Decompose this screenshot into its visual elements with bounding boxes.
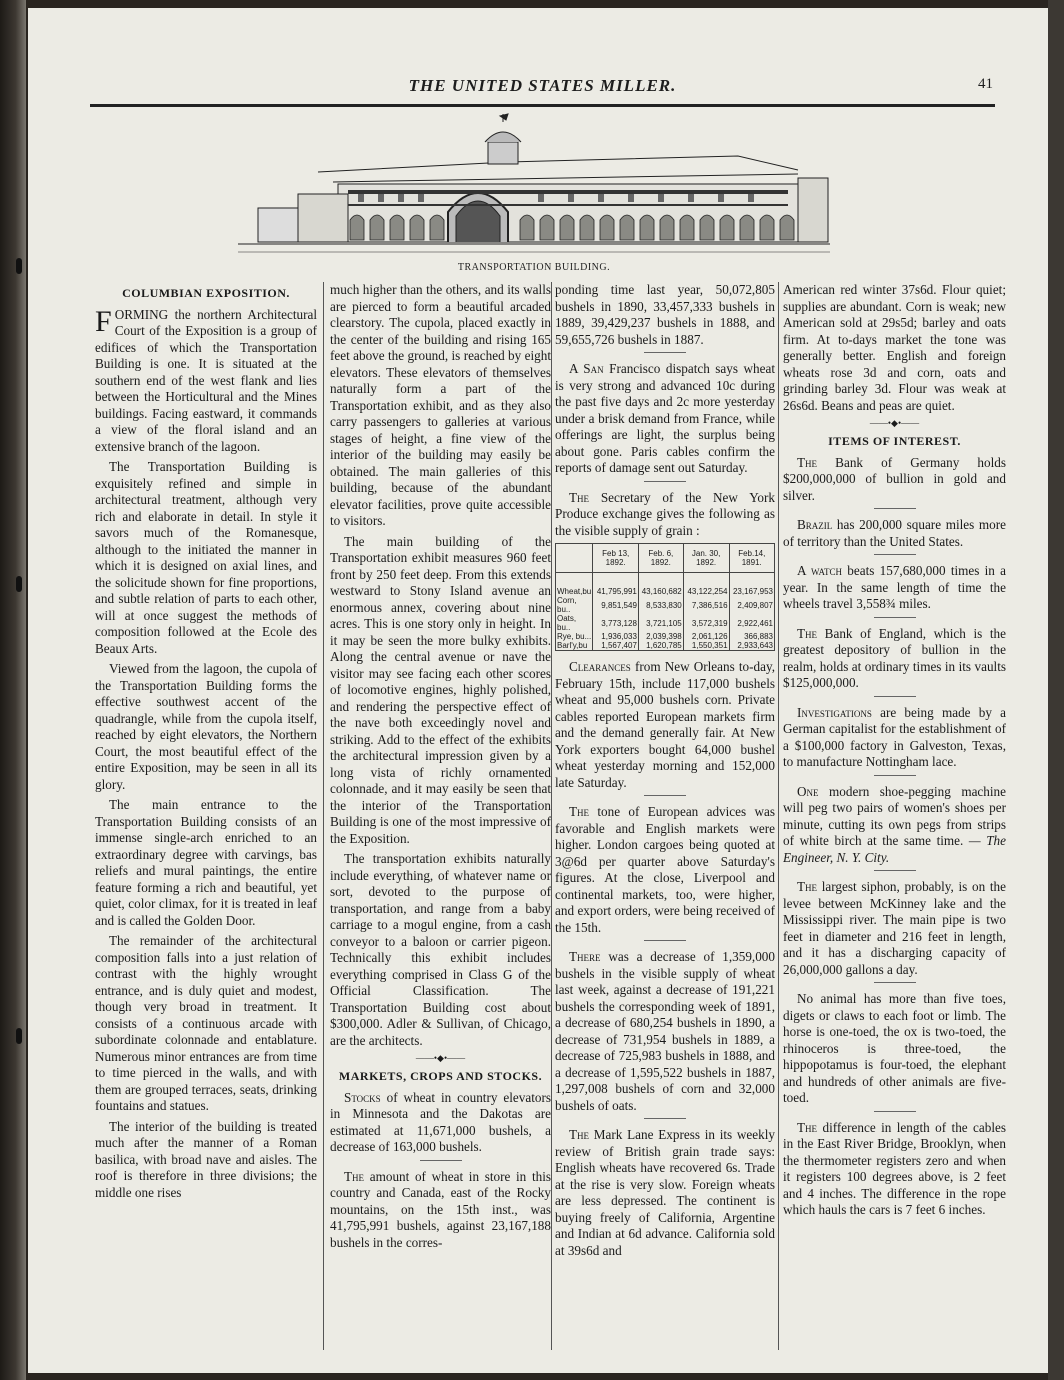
item-separator xyxy=(874,508,916,509)
paragraph-text: was a decrease of 1,359,000 bushels in the visible supply of wheat last week, against a decrease of 191,221 bushels the corresponding week of 1891, a decrease of 680,254 bushels in 1890, a decrease of 731,954 bushels in 1889, a decrease of 725,983 bushels in 1888, and a decrease of 1,595,522 bushels in 1887, 1,297,008 bushels of corn and 32,000 bushels of oats. xyxy=(555,949,775,1113)
article-paragraph: No animal has more than five toes, digets or claws to each foot or limb. The horse is one-toed, the ox is two-toed, the rhinoceros is three-toed, the hippopotamus is four-toed, the elephant and hundreds of other animals are five-toed. xyxy=(783,991,1006,1105)
article-paragraph: much higher than the others, and its walls are pierced to form a beautiful arcaded clearstory. The cupola, placed exactly in the center of the building and rising 165 feet above the ground, is reached by eight elevators. These elevators of themselves naturally form a part of the Transportation exhibit, and as they also carry passengers to galleries at various stages of height, a fine view of the interior of the building may easily be obtained. The main galleries of this building, because of the abundant elevator facilities, prove quite accessible to visitors. xyxy=(330,282,551,528)
binding-stitch xyxy=(16,258,22,274)
item-separator xyxy=(874,870,916,871)
article-paragraph: Viewed from the lagoon, the cupola of the Transportation Building forms the effective southwest accent of the quadrangle, while from the cupola itself, reached by eight elevators, the Northern Court, the most beautiful effect of the entire Exposition, may be seen in all its glory. xyxy=(95,661,317,792)
column-3 xyxy=(555,282,775,1352)
table-row xyxy=(556,614,775,632)
table-cell: 1,620,785 xyxy=(638,641,683,651)
item-separator xyxy=(644,1118,686,1119)
source-credit: — The Engineer, N. Y. City. xyxy=(783,833,1006,865)
table-cell: 3,721,105 xyxy=(638,614,683,632)
lead-in: The xyxy=(569,804,590,819)
article-paragraph: The remainder of the architectural composition falls into a just relation of contrast with the highly wrought entrance, and is duly quiet and modest, though very broad in treatment. It consists of a continuous arcade with subordinate colonnade and entablature. Numerous minor entrances are from time to time pierced in the walls, and with them are grouped terraces, seats, drinking fountains and statues. xyxy=(95,933,317,1113)
table-row xyxy=(556,587,775,596)
page-number: 41 xyxy=(978,76,993,92)
article-paragraph xyxy=(783,879,1006,978)
article-paragraph xyxy=(330,1090,551,1156)
table-row xyxy=(556,596,775,614)
table-cell: 1,550,351 xyxy=(683,641,729,651)
article-paragraph xyxy=(783,1120,1006,1219)
table-row xyxy=(556,632,775,641)
table-header-cell: Feb. 6, 1892. xyxy=(638,544,683,573)
column-2 xyxy=(330,282,551,1352)
paragraph-text: Bank of Germany holds $200,000,000 of bullion in gold and silver. xyxy=(783,454,1006,503)
table-cell: Barl'y,bu xyxy=(556,641,593,651)
item-separator xyxy=(644,940,686,941)
item-separator xyxy=(644,352,686,353)
paragraph-text: Secretary of the New York Produce exchange gives the following as the visible supply of grain : xyxy=(555,489,775,538)
lead-in: The xyxy=(797,625,818,641)
paragraph-text: modern shoe-pegging machine will peg two pairs of women's shoes per minute, cutting its own pegs from strips of white birch at the same time. xyxy=(783,783,1006,848)
article-paragraph xyxy=(555,804,775,936)
article-paragraph xyxy=(783,455,1006,505)
item-separator xyxy=(644,795,686,796)
lead-in: The xyxy=(797,454,818,470)
lead-in: There xyxy=(569,949,601,964)
article-paragraph: The Transportation Building is exquisitely refined and simple in architectural treatment, although very rich and elaborate in detail. In style it savors much of the Romanesque, although to the initiated the manner in which it is designed on axial lines, and the solicitude shown for fine proportions, and subtle relation of parts to each other, will at once suggest the methods of composition followed at the Ecole des Beaux Arts. xyxy=(95,459,317,656)
paragraph-text: tone of European advices was favorable and English markets were higher. London cargoes being quoted at 3@6d per quarter above Saturday's figures. At the close, Liverpool and continental markets, too, were higher, and export orders, were being received of the 15th. xyxy=(555,804,775,935)
lead-in: Investigations xyxy=(797,704,872,720)
lead-in: Brazil xyxy=(797,517,833,532)
page-header xyxy=(90,70,995,110)
table-header-cell: Feb.14, 1891. xyxy=(729,544,774,573)
article-paragraph: The interior of the building is treated much after the manner of a Roman basilica, with broad nave and aisles. The roof is therefore in three divisions; the middle one rises xyxy=(95,1118,317,1200)
drop-cap: F xyxy=(95,304,112,338)
binding-stitch xyxy=(16,576,22,592)
masthead: THE UNITED STATES MILLER. xyxy=(408,76,677,95)
lead-in: A watch xyxy=(797,563,843,578)
paragraph-text: Bank of England, which is the greatest depository of bullion in the realm, holds at ordinary times in its vaults $125,000,000. xyxy=(783,625,1006,690)
table-cell: 2,061,126 xyxy=(683,632,729,641)
item-separator xyxy=(874,775,916,776)
paragraph-text: difference in length of the cables in the East River Bridge, Brooklyn, when the thermometer registers zero and when it registers 100 degrees above, is 2 feet and 4 inches. The difference in the rope which hauls the cars is 7 feet 6 inches. xyxy=(783,1119,1006,1217)
article-paragraph xyxy=(555,361,775,477)
item-separator xyxy=(420,1160,462,1161)
article-heading-markets: MARKETS, CROPS AND STOCKS. xyxy=(338,1069,543,1083)
item-separator xyxy=(874,1111,916,1112)
article-paragraph xyxy=(783,705,1006,771)
article-paragraph xyxy=(555,949,775,1114)
lead-in: The xyxy=(797,1119,818,1135)
table-cell: 23,167,953 xyxy=(729,587,774,596)
article-paragraph: ponding time last year, 50,072,805 bushels in 1890, 33,457,333 bushels in 1889, 39,429,237 bushels in 1888, and 59,655,726 bushels in 1887. xyxy=(555,282,775,347)
table-header-cell: Jan. 30, 1892. xyxy=(683,544,729,573)
lead-in: The xyxy=(569,489,590,505)
paragraph-text: ORMING the northern Architectural Court of the Exposition is a group of edifices of which the Transportation Building is one. It is situated at the southern end of the west flank and lies between the Horticultural and the Mines buildings. Facing eastward, it commands a view of the floral island and an extensive branch of the lagoon. xyxy=(95,306,317,454)
illustration-caption: TRANSPORTATION BUILDING. xyxy=(457,262,611,273)
article-paragraph xyxy=(555,659,775,791)
paragraph-text: beats 157,680,000 times in a year. In the same length of time the wheels travel 3,558¾ miles. xyxy=(783,563,1006,611)
article-paragraph xyxy=(555,1127,775,1259)
article-paragraph xyxy=(783,784,1006,867)
table-cell: 2,039,398 xyxy=(638,632,683,641)
paragraph-text: Francisco dispatch says wheat is very strong and advanced 10c during the past five days and 2c more yesterday under a brisk demand from France, while offerings are light, the surplus being about gone. Paris cables confirm the reports of damage sent out Saturday. xyxy=(555,361,775,475)
article-paragraph: American red winter 37s6d. Flour quiet; supplies are abundant. Corn is weak; new American sold at 29s5d; barley and oats firm. At to-days market the tone was generally better. English and foreign wheats rose 3d and corn, oats and grinding barley 3d. Flour was weak at 26s6d. Beans and peas are quiet. xyxy=(783,282,1006,413)
article-heading-items-of-interest: ITEMS OF INTEREST. xyxy=(828,434,961,448)
lead-in: Clearances xyxy=(569,659,631,674)
paragraph-text: amount of wheat in store in this country and Canada, east of the Rocky mountains, on the 15th inst., was 41,795,991 bushels, against 23,167,188 bushels in the corres- xyxy=(330,1168,551,1250)
table-cell: Oats, bu.. xyxy=(556,614,593,632)
table-row xyxy=(556,641,775,651)
article-paragraph xyxy=(330,1169,551,1252)
paragraph-text: of wheat in country elevators in Minnesota and the Dakotas are estimated at 11,671,000 bushels, a decrease of 163,000 bushels. xyxy=(330,1089,551,1154)
table-cell: 43,160,682 xyxy=(638,587,683,596)
lead-in: The xyxy=(569,1127,590,1142)
article-paragraph xyxy=(783,626,1006,692)
binding-stitch xyxy=(16,1028,22,1044)
column-rule xyxy=(323,282,324,1350)
page-edge xyxy=(1048,0,1064,1380)
visible-supply-table xyxy=(555,543,775,651)
column-4 xyxy=(783,282,1006,1352)
table-cell: 7,386,516 xyxy=(683,596,729,614)
lead-in: Stocks xyxy=(344,1089,381,1105)
table-cell: 43,122,254 xyxy=(683,587,729,596)
table-cell: 2,922,461 xyxy=(729,614,774,632)
item-separator xyxy=(874,554,916,555)
table-cell: 9,851,549 xyxy=(593,596,638,614)
table-header-cell: Feb 13, 1892. xyxy=(593,544,638,573)
item-separator xyxy=(874,696,916,697)
table-header-row xyxy=(556,544,775,573)
paragraph-text: Mark Lane Express in its weekly review of British grain trade says: English wheats have recovered 6s. Trade at the rise is very slow. Foreign wheats are less depressed. The continent is buying freely of California, Argentine and Indian at 6d advance. California sold at 39s6d and xyxy=(555,1127,775,1258)
table-cell: 2,409,807 xyxy=(729,596,774,614)
transportation-building-engraving xyxy=(238,112,830,262)
table-cell: 366,883 xyxy=(729,632,774,641)
book-binding xyxy=(0,0,26,1380)
column-rule xyxy=(551,282,552,1350)
article-heading-columbian-exposition: COLUMBIAN EXPOSITION. xyxy=(122,286,290,300)
item-separator xyxy=(644,481,686,482)
item-separator xyxy=(874,982,916,983)
table-spacer-row xyxy=(556,573,775,588)
section-ornament: ——•◆•—— xyxy=(415,1053,466,1063)
table-cell: 3,773,128 xyxy=(593,614,638,632)
table-header-cell xyxy=(556,544,593,573)
table-cell: 3,572,319 xyxy=(683,614,729,632)
table-cell: 2,933,643 xyxy=(729,641,774,651)
table-cell: Corn, bu.. xyxy=(556,596,593,614)
table-cell: 1,936,033 xyxy=(593,632,638,641)
article-paragraph: The main building of the Transportation exhibit measures 960 feet front by 250 feet deep. From this extends westward to Stony Island avenue an enormous annex, covering about nine acres. This is one story only in height. In it may be seen the more bulky exhibits. Along the central avenue or nave the visitor may see facing each other scores of locomotive engines, highly polished, and rendering the perspective effect of the nave both exceedingly novel and striking. Add to the effect of the exhibits the architectural impression given by a long vista of richly ornamented colonnade, and it may easily be seen that the interior of the Transportation Building is one of the most impressive of the Exposition. xyxy=(330,533,551,846)
article-paragraph: The main entrance to the Transportation Building consists of an immense single-arch enriched to an extraordinary degree with carvings, bas reliefs and mural paintings, the entire feature forming a rich and beautiful, yet quiet, color climax, for it is treated in leaf and is called the Golden Door. xyxy=(95,797,317,928)
lead-in: A San xyxy=(569,361,604,376)
table-cell: 1,567,407 xyxy=(593,641,638,651)
table-cell: 41,795,991 xyxy=(593,587,638,596)
table-cell: 8,533,830 xyxy=(638,596,683,614)
item-separator xyxy=(874,617,916,618)
article-paragraph xyxy=(555,490,775,540)
paragraph-text: largest siphon, probably, is on the levee between McKinney lake and the Mississippi river. The main pipe is two feet in diameter and 216 feet in length, and it has a discharging capacity of 26,000,000 gallons a day. xyxy=(783,879,1006,977)
paragraph-text: has 200,000 square miles more of territory than the United States. xyxy=(783,517,1006,549)
column-1 xyxy=(95,282,317,1352)
article-paragraph xyxy=(783,563,1006,613)
table-cell: Wheat,bu xyxy=(557,587,592,596)
paragraph-text: from New Orleans to-day, February 15th, include 117,000 bushels wheat and 95,000 bushels corn. Private cables reported European markets firm and the demand generally fair. At New York exporters bought 64,000 bushel wheat yesterday morning and 152,000 late Saturday. xyxy=(555,659,775,790)
article-paragraph: The transportation exhibits naturally include everything, of whatever name or sort, devoted to the purpose of transportation, and range from a baby carriage to a mogul engine, from a cash conveyor to a baloon or carrier pigeon. Technically this exhibit includes everything comprised in Class G of the Official Classification. The Transportation Building cost about $300,000. Adler & Sullivan, of Chicago, are the architects. xyxy=(330,851,551,1048)
section-ornament: ——•◆•—— xyxy=(869,418,920,428)
table-cell: Rye, bu... xyxy=(557,632,592,641)
article-paragraph xyxy=(783,517,1006,550)
header-rule xyxy=(90,104,995,107)
column-rule xyxy=(778,282,779,1350)
paragraph-text: are being made by a German capitalist for the establishment of a $100,000 factory in Galveston, Texas, to manufacture Nottingham lace. xyxy=(783,704,1006,769)
lead-in: The xyxy=(797,879,818,894)
lead-in: The xyxy=(344,1168,365,1184)
article-paragraph xyxy=(95,304,317,456)
lead-in: One xyxy=(797,783,819,799)
